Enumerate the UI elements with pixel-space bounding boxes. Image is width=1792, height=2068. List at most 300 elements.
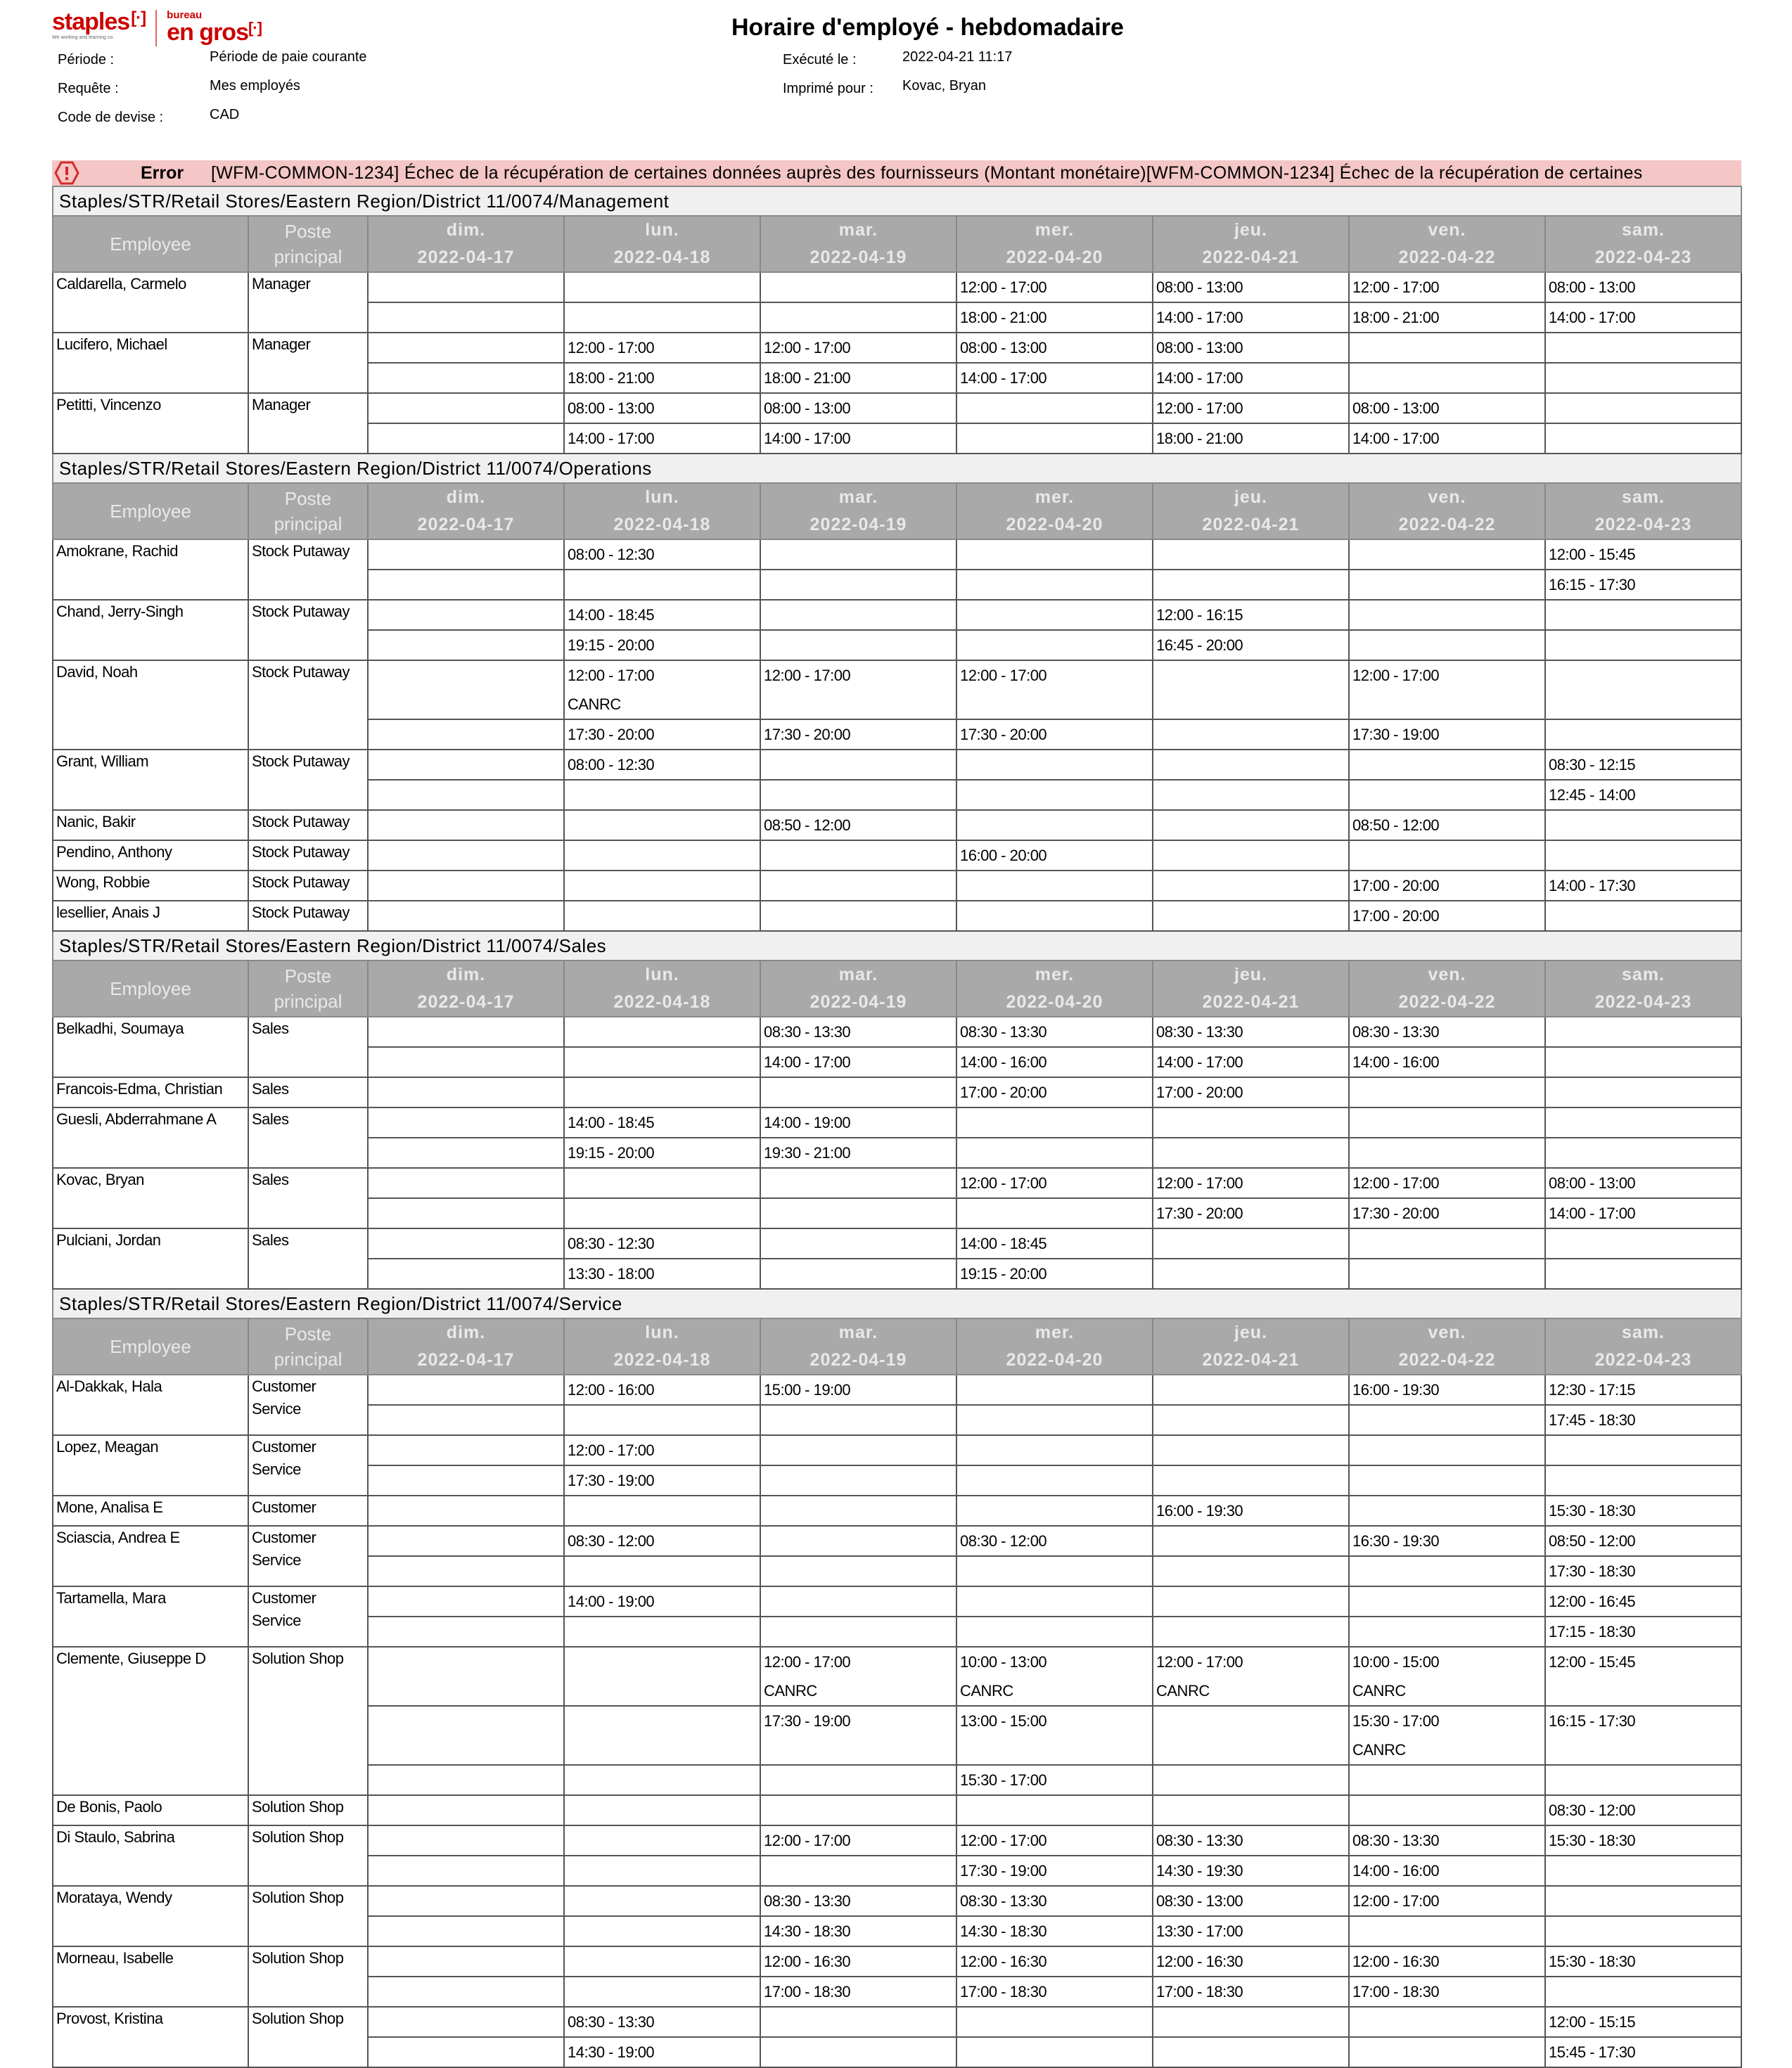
shift-cell [1153,1435,1349,1465]
shift-time: 14:00 - 17:00 [764,1053,851,1071]
shift-cell [760,1465,956,1496]
employee-name: Clemente, Giuseppe D [53,1647,248,1795]
shift-cell [1153,1886,1349,1916]
table-row [53,1647,1741,1706]
table-row [53,1886,1741,1916]
poste-header-line1: Poste [284,221,332,242]
shift-cell [1545,393,1741,423]
employee-poste [248,1375,368,1435]
shift-cell [1545,1496,1741,1526]
shift-cell [1349,1198,1545,1228]
shift-cell [956,1856,1153,1886]
shift-cell [564,1017,760,1047]
table-row [53,901,1741,931]
shift-cell [956,1496,1153,1526]
poste-column-header [248,961,368,1017]
shift-cell [1153,570,1349,600]
employee-name: Morneau, Isabelle [53,1946,248,2007]
day-date: 2022-04-20 [1006,248,1103,267]
poste-column-header [248,216,368,272]
page-title: Horaire d'employé - hebdomadaire [731,14,1124,41]
shift-time: 08:30 - 13:30 [1352,1832,1440,1849]
shift-time: 12:00 - 15:45 [1549,546,1636,563]
employee-poste [248,1946,368,2007]
shift-time: 16:00 - 20:00 [960,847,1047,864]
employee-name: Chand, Jerry-Singh [53,600,248,660]
shift-cell [1153,1526,1349,1556]
shift-time: 12:00 - 17:00 [1156,399,1243,417]
shift-cell [956,1586,1153,1617]
shift-cell [956,363,1153,393]
employee-name: Petitti, Vincenzo [53,393,248,454]
shift-time: 08:00 - 13:00 [960,339,1047,357]
employee-poste [248,750,368,810]
shift-time: 12:00 - 17:00 [960,1174,1047,1192]
shift-time: 08:00 - 13:00 [1352,399,1440,417]
shift-cell [368,539,564,570]
shift-cell [368,630,564,660]
day-name: ven. [1428,965,1466,984]
shift-cell [1153,1107,1349,1138]
shift-cell [368,660,564,719]
shift-cell [564,810,760,840]
shift-time: 08:30 - 13:30 [1156,1832,1243,1849]
shift-time: 14:00 - 17:00 [1352,430,1440,447]
shift-cell [1545,630,1741,660]
day-date: 2022-04-21 [1202,248,1300,267]
shift-cell [368,363,564,393]
shift-cell [564,600,760,630]
day-column-header [1153,961,1349,1017]
shift-cell [564,1765,760,1795]
poste-text: Stock Putaway [252,873,350,891]
shift-cell [1153,1259,1349,1289]
shift-cell [1545,871,1741,901]
shift-cell [1349,363,1545,393]
shift-cell [1545,1647,1741,1706]
shift-cell [760,1259,956,1289]
shift-time: 17:30 - 20:00 [1352,1205,1440,1222]
poste-text: Service [252,1612,301,1629]
table-row [53,272,1741,302]
shift-cell [760,1107,956,1138]
day-name: lun. [645,965,679,984]
poste-text: Stock Putaway [252,603,350,620]
day-name: mer. [1035,965,1075,984]
shift-time: 08:50 - 12:00 [764,816,851,834]
poste-header-line1: Poste [284,488,332,509]
employee-name: Sciascia, Andrea E [53,1526,248,1586]
shift-cell [956,1107,1153,1138]
poste-text: Sales [252,1231,289,1249]
shift-time: 17:30 - 19:00 [1352,726,1440,743]
shift-cell [1545,1435,1741,1465]
day-name: mar. [838,220,878,240]
shift-time: 16:00 - 19:30 [1352,1381,1440,1399]
shift-time: 12:00 - 17:00 [568,667,655,684]
shift-cell [760,840,956,871]
shift-cell [1349,901,1545,931]
shift-time: 17:00 - 18:30 [1156,1983,1243,2000]
day-name: dim. [446,487,486,507]
shift-cell [1545,1375,1741,1405]
employee-name: Pendino, Anthony [53,840,248,871]
devise-value: CAD [210,107,240,122]
shift-time: 12:00 - 17:00 [960,667,1047,684]
poste-text: Manager [252,275,311,293]
shift-cell [564,1259,760,1289]
shift-time: 14:00 - 17:00 [568,430,655,447]
day-date: 2022-04-19 [809,1350,907,1370]
employee-name: Morataya, Wendy [53,1886,248,1946]
poste-text: Customer [252,1529,316,1546]
shift-cell [1349,1977,1545,2007]
shift-cell [1153,1496,1349,1526]
shift-cell [1349,1047,1545,1077]
day-name: dim. [446,1323,486,1342]
shift-cell [1349,570,1545,600]
shift-cell [368,1496,564,1526]
shift-cell [368,1077,564,1107]
shift-cell [564,1435,760,1465]
shift-time: 12:00 - 16:45 [1549,1593,1636,1610]
poste-text: Customer [252,1498,316,1516]
shift-cell [956,1138,1153,1168]
shift-cell [760,1077,956,1107]
employee-poste [248,1526,368,1586]
day-column-header [1153,216,1349,272]
shift-cell [368,1375,564,1405]
day-name: ven. [1428,1323,1466,1342]
day-name: mar. [838,487,878,507]
shift-time: 08:00 - 13:00 [568,399,655,417]
shift-time: 12:00 - 16:00 [568,1381,655,1399]
day-column-header [1545,1318,1741,1375]
shift-time: 14:00 - 19:00 [568,1593,655,1610]
shift-cell [760,1047,956,1077]
shift-cell [1545,2037,1741,2067]
table-row [53,840,1741,871]
shift-cell [760,1916,956,1946]
shift-cell [1545,2007,1741,2037]
section-header-row [53,931,1741,961]
shift-cell [1153,810,1349,840]
day-column-header [1153,483,1349,539]
day-name: jeu. [1234,1323,1268,1342]
shift-cell [760,1886,956,1916]
day-name: ven. [1428,487,1466,507]
poste-text: Service [252,1460,301,1478]
table-row [53,1375,1741,1405]
employee-column-header: Employee [53,216,248,272]
periode-label: Période : [58,52,115,68]
shift-time: 14:00 - 17:00 [1156,1053,1243,1071]
day-name: jeu. [1234,487,1268,507]
shift-cell [1153,1916,1349,1946]
shift-time: 18:00 - 21:00 [960,309,1047,326]
employee-column-header: Employee [53,483,248,539]
shift-cell [956,600,1153,630]
shift-cell [1545,1586,1741,1617]
shift-cell [1153,1556,1349,1586]
shift-time: 12:00 - 17:00 [960,1832,1047,1849]
shift-cell [760,1765,956,1795]
day-name: sam. [1622,487,1665,507]
shift-time: 17:00 - 18:30 [1352,1983,1440,2000]
shift-cell [1153,750,1349,780]
employee-poste [248,1228,368,1289]
shift-time: 14:00 - 16:00 [1352,1862,1440,1880]
shift-cell [1153,363,1349,393]
shift-cell [1349,1647,1545,1706]
shift-cell [760,1168,956,1198]
employee-poste [248,871,368,901]
error-label: Error [141,163,184,183]
shift-time: 14:00 - 18:45 [960,1235,1047,1252]
shift-cell [956,539,1153,570]
shift-time: 18:00 - 21:00 [764,369,851,387]
shift-cell [564,1825,760,1856]
shift-cell [1545,1259,1741,1289]
shift-time: 15:30 - 17:00 [960,1771,1047,1789]
shift-time: 08:30 - 13:30 [568,2013,655,2031]
shift-time: 08:00 - 13:00 [764,399,851,417]
shift-cell [760,1617,956,1647]
shift-cell [956,1886,1153,1916]
employee-poste [248,1886,368,1946]
shift-cell [1349,810,1545,840]
poste-text: Customer [252,1589,316,1607]
employee-name: lesellier, Anais J [53,901,248,931]
day-column-header [564,1318,760,1375]
shift-cell [1349,719,1545,750]
employee-name: Di Staulo, Sabrina [53,1825,248,1886]
employee-poste [248,600,368,660]
employee-poste [248,1647,368,1795]
shift-cell [1545,1465,1741,1496]
shift-time: 14:00 - 17:00 [960,369,1047,387]
shift-time: 14:00 - 18:45 [568,1114,655,1131]
shift-cell [564,2007,760,2037]
poste-text: Solution Shop [252,1650,344,1667]
day-date: 2022-04-23 [1594,515,1692,534]
shift-cell [1545,1946,1741,1977]
shift-time: 08:30 - 12:00 [568,1532,655,1550]
table-row [53,871,1741,901]
shift-cell [956,333,1153,363]
shift-cell [956,423,1153,454]
shift-cell [368,272,564,302]
day-date: 2022-04-23 [1594,1350,1692,1370]
shift-time: 17:00 - 20:00 [960,1084,1047,1101]
shift-time: 16:00 - 19:30 [1156,1502,1243,1520]
shift-cell [760,1706,956,1765]
shift-time: 12:00 - 17:00 [960,278,1047,296]
shift-cell [368,1765,564,1795]
shift-cell [1153,1586,1349,1617]
shift-cell [1153,1795,1349,1825]
table-row [53,1168,1741,1198]
shift-time: 17:30 - 20:00 [568,726,655,743]
shift-time: 18:00 - 21:00 [1156,430,1243,447]
shift-time: 13:30 - 18:00 [568,1265,655,1283]
shift-time: 15:00 - 19:00 [764,1381,851,1399]
shift-time: 17:30 - 20:00 [1156,1205,1243,1222]
shift-cell [564,1107,760,1138]
shift-cell [1349,780,1545,810]
employee-name: Belkadhi, Soumaya [53,1017,248,1077]
shift-cell [1349,302,1545,333]
shift-cell [564,1077,760,1107]
shift-cell [1153,1077,1349,1107]
shift-time: 17:00 - 20:00 [1352,907,1440,925]
shift-cell [1153,539,1349,570]
shift-cell [1545,302,1741,333]
schedule-table [52,186,1742,2068]
poste-text: Manager [252,396,311,413]
poste-text: Sales [252,1020,289,1037]
shift-cell [760,363,956,393]
shift-cell [1545,1886,1741,1916]
column-header-row [53,216,1741,272]
section-header-row [53,454,1741,483]
shift-cell [368,1405,564,1435]
table-row [53,2007,1741,2037]
employee-poste [248,539,368,600]
shift-cell [956,1405,1153,1435]
shift-cell [956,1228,1153,1259]
day-date: 2022-04-21 [1202,992,1300,1012]
day-column-header [1349,216,1545,272]
shift-cell [956,1077,1153,1107]
shift-cell [760,272,956,302]
shift-cell [760,1526,956,1556]
shift-cell [1349,272,1545,302]
shift-cell [564,871,760,901]
shift-time: 17:00 - 18:30 [960,1983,1047,2000]
day-name: mer. [1035,220,1075,240]
shift-cell [760,1138,956,1168]
day-date: 2022-04-22 [1398,515,1496,534]
shift-cell [1349,1077,1545,1107]
shift-cell [1153,1946,1349,1977]
day-date: 2022-04-20 [1006,1350,1103,1370]
shift-time: 14:00 - 17:00 [1549,309,1636,326]
shift-cell [1545,1077,1741,1107]
shift-cell [564,1556,760,1586]
table-row [53,750,1741,780]
shift-cell [956,570,1153,600]
shift-cell [956,810,1153,840]
shift-time: 08:30 - 13:30 [764,1023,851,1041]
shift-cell [1153,2037,1349,2067]
requete-value: Mes employés [210,78,300,94]
shift-cell [1545,1405,1741,1435]
shift-time: 14:00 - 17:30 [1549,877,1636,894]
shift-cell [956,1526,1153,1556]
shift-time: CANRC [960,1682,1013,1700]
shift-cell [564,272,760,302]
shift-cell [368,840,564,871]
shift-cell [760,1405,956,1435]
shift-time: 14:00 - 17:00 [764,430,851,447]
shift-cell [564,780,760,810]
shift-time: 08:00 - 12:30 [568,756,655,773]
shift-time: 12:00 - 17:00 [764,339,851,357]
shift-time: 17:00 - 20:00 [1156,1084,1243,1101]
shift-cell [368,1138,564,1168]
shift-cell [1153,1017,1349,1047]
shift-cell [564,1586,760,1617]
day-name: dim. [446,220,486,240]
shift-cell [564,750,760,780]
day-date: 2022-04-18 [613,992,711,1012]
shift-cell [564,901,760,931]
day-name: sam. [1622,965,1665,984]
shift-cell [1545,1047,1741,1077]
poste-header-line2: principal [274,991,343,1012]
shift-time: 12:00 - 17:00 [1352,278,1440,296]
poste-text: Customer [252,1377,316,1395]
day-date: 2022-04-23 [1594,992,1692,1012]
poste-text: Solution Shop [252,2010,344,2027]
shift-cell [1349,1405,1545,1435]
shift-cell [1349,1496,1545,1526]
shift-cell [1153,780,1349,810]
shift-cell [368,1465,564,1496]
shift-cell [760,1647,956,1706]
shift-time: 12:00 - 16:30 [960,1953,1047,1970]
shift-cell [564,1198,760,1228]
day-column-header [1545,483,1741,539]
employee-poste [248,333,368,393]
shift-cell [1349,600,1545,630]
devise-label: Code de devise : [58,110,164,125]
shift-cell [564,1916,760,1946]
shift-cell [1545,901,1741,931]
poste-text: Solution Shop [252,1949,344,1967]
shift-time: 08:30 - 12:30 [568,1235,655,1252]
shift-time: 19:30 - 21:00 [764,1144,851,1162]
shift-cell [1349,1617,1545,1647]
poste-text: Solution Shop [252,1798,344,1816]
shift-cell [1349,1228,1545,1259]
shift-cell [564,1405,760,1435]
shift-cell [760,539,956,570]
shift-time: 14:30 - 18:30 [960,1922,1047,1940]
shift-cell [1349,2037,1545,2067]
shift-cell [1349,750,1545,780]
employee-poste [248,1017,368,1077]
day-column-header [1349,483,1545,539]
shift-cell [956,272,1153,302]
employee-poste [248,840,368,871]
shift-cell [1545,1617,1741,1647]
day-date: 2022-04-17 [417,248,515,267]
shift-time: 17:30 - 20:00 [960,726,1047,743]
shift-cell [956,1435,1153,1465]
poste-text: Manager [252,335,311,353]
shift-cell [956,1825,1153,1856]
shift-cell [368,1586,564,1617]
shift-cell [1153,1617,1349,1647]
shift-cell [760,719,956,750]
shift-cell [564,363,760,393]
shift-cell [1349,1168,1545,1198]
day-date: 2022-04-18 [613,248,711,267]
shift-time: 14:00 - 19:00 [764,1114,851,1131]
day-column-header [760,1318,956,1375]
